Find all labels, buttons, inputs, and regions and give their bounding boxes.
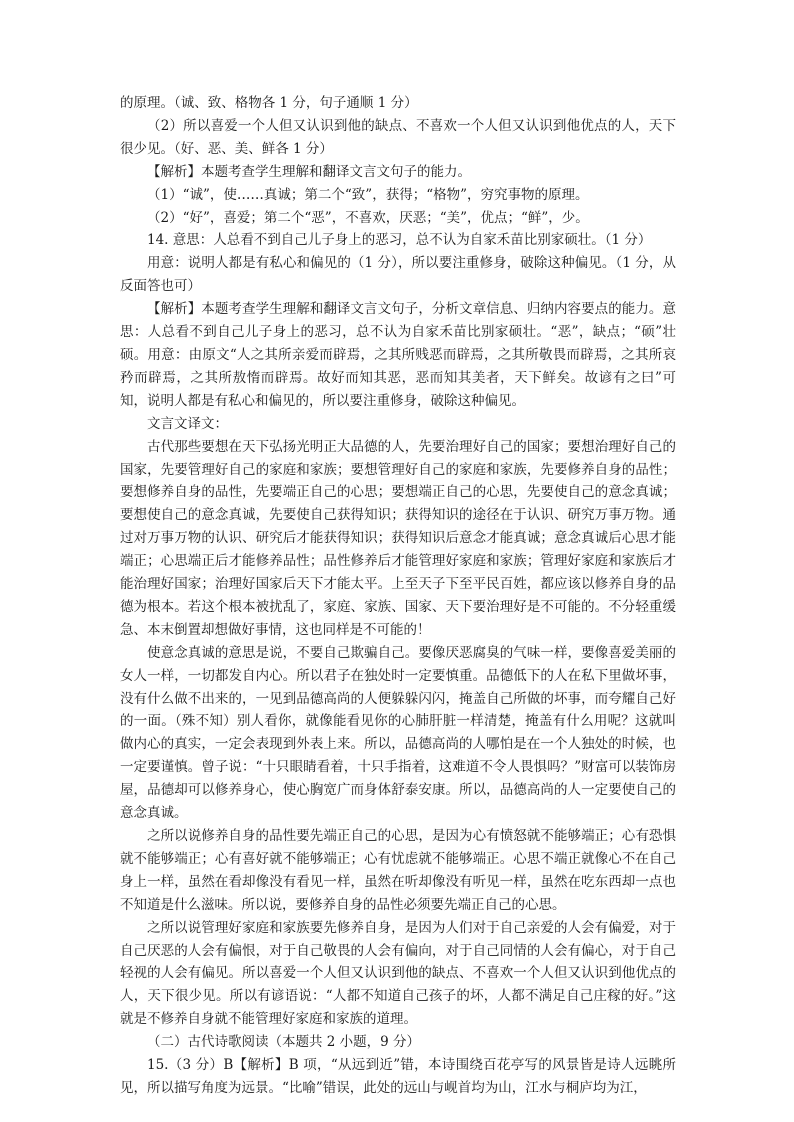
paragraph: 【解析】本题考查学生理解和翻译文言文句子的能力。 — [147, 163, 471, 180]
paragraph: 【解析】本题考查学生理解和翻译文言文句子，分析文章信息、归纳内容要点的能力。意思：人总看不到自己儿子身上的恶习，总不认为自家禾苗比别家硕壮。“恶”，缺点；“硕”壮硕。用意：由原文“人之其所亲爱而辟焉，之其所贱恶而辟焉，之其所敬畏而辟焉，之其所哀矜而辟焉，之其所敖惰而辟焉。故好而知其恶，恶而知其美者，天下鲜矣。故谚有之曰”可知，说明人都是有私心和偏见的，所以要注重修身，破除这种偏见。 — [120, 301, 676, 409]
document-page — [120, 92, 676, 1100]
paragraph: 用意：说明人都是有私心和偏见的（1 分），所以要注重修身，破除这种偏见。（1 分，从反面答也可） — [120, 255, 676, 295]
paragraph: 15.（3 分）B【解析】B 项，“从远到近”错，本诗围绕百花亭写的风景皆是诗人远眺所见，所以描写角度为远景。“比喻”错误，此处的远山与岘首均为山，江水与桐庐均为江， — [120, 1057, 676, 1096]
paragraph: 14. 意思：人总看不到自己儿子身上的恶习，总不认为自家禾苗比别家硕壮。（1 分） — [147, 232, 652, 249]
paragraph: 的原理。（诚、致、格物各 1 分，句子通顺 1 分） — [120, 95, 418, 111]
paragraph: （二）古代诗歌阅读（本题共 2 小题，9 分） — [147, 1034, 421, 1051]
paragraph: 文言文译文： — [147, 415, 228, 432]
paragraph: 使意念真诚的意思是说，不要自己欺骗自己。要像厌恶腐臭的气味一样，要像喜爱美丽的女人一样，一切都发自内心。所以君子在独处时一定要慎重。品德低下的人在私下里做坏事，没有什么做不出来的，一见到品德高尚的人便躲躲闪闪，掩盖自己所做的坏事，而夸耀自己好的一面。（殊不知）别人看你，就像能看见你的心肺肝脏一样清楚，掩盖有什么用呢？这就叫做内心的真实，一定会表现到外表上来。所以，品德高尚的人哪怕是在一个人独处的时候，也一定要谨慎。曾子说：“十只眼睛看着，十只手指着，这难道不令人畏惧吗？”财富可以装饰房屋，品德却可以修养身心，使心胸宽广而身体舒泰安康。所以，品德高尚的人一定要使自己的意念真诚。 — [120, 644, 676, 822]
paragraph: 之所以说修养自身的品性要先端正自己的心思，是因为心有愤怒就不能够端正；心有恐惧就不能够端正；心有喜好就不能够端正；心有忧虑就不能够端正。心思不端正就像心不在自己身上一样，虽然在看却像没有看见一样，虽然在听却像没有听见一样，虽然在吃东西却一点也不知道是什么滋味。所以说，要修养自身的品性必须要先端正自己的心思。 — [120, 828, 676, 913]
paragraph: （2）所以喜爱一个人但又认识到他的缺点、不喜欢一个人但又认识到他优点的人，天下很少见。（好、恶、美、鲜各 1 分） — [120, 117, 676, 157]
paragraph: 古代那些要想在天下弘扬光明正大品德的人，先要治理好自己的国家；要想治理好自己的国家，先要管理好自己的家庭和家族；要想管理好自己的家庭和家族，先要修养自身的品性；要想修养自身的品性，先要端正自己的心思；要想端正自己的心思，先要使自己的意念真诚；要想使自己的意念真诚，先要使自己获得知识；获得知识的途径在于认识、研究万事万物。通过对万事万物的认识、研究后才能获得知识；获得知识后意念才能真诚；意念真诚后心思才能端正；心思端正后才能修养品性；品性修养后才能管理好家庭和家族；管理好家庭和家族后才能治理好国家；治理好国家后天下才能太平。上至天子下至平民百姓，都应该以修养自身的品德为根本。若这个根本被扰乱了，家庭、家族、国家、天下要治理好是不可能的。不分轻重缓急、本末倒置却想做好事情，这也同样是不可能的！ — [120, 438, 676, 638]
paragraph: 之所以说管理好家庭和家族要先修养自身，是因为人们对于自己亲爱的人会有偏爱，对于自己厌恶的人会有偏恨，对于自己敬畏的人会有偏向，对于自己同情的人会有偏心，对于自己轻视的人会有偏见。所以喜爱一个人但又认识到他的缺点、不喜欢一个人但又认识到他优点的人，天下很少见。所以有谚语说：“人都不知道自己孩子的坏，人都不满足自己庄稼的好。”这就是不修养自身就不能管理好家庭和家族的道理。 — [120, 919, 676, 1028]
paragraph: （1）“诚”，使……真诚；第二个“致”，获得；“格物”，穷究事物的原理。 — [147, 186, 589, 203]
paragraph: （2）“好”，喜爱；第二个“恶”，不喜欢，厌恶；“美”，优点；“鲜”，少。 — [147, 209, 589, 226]
